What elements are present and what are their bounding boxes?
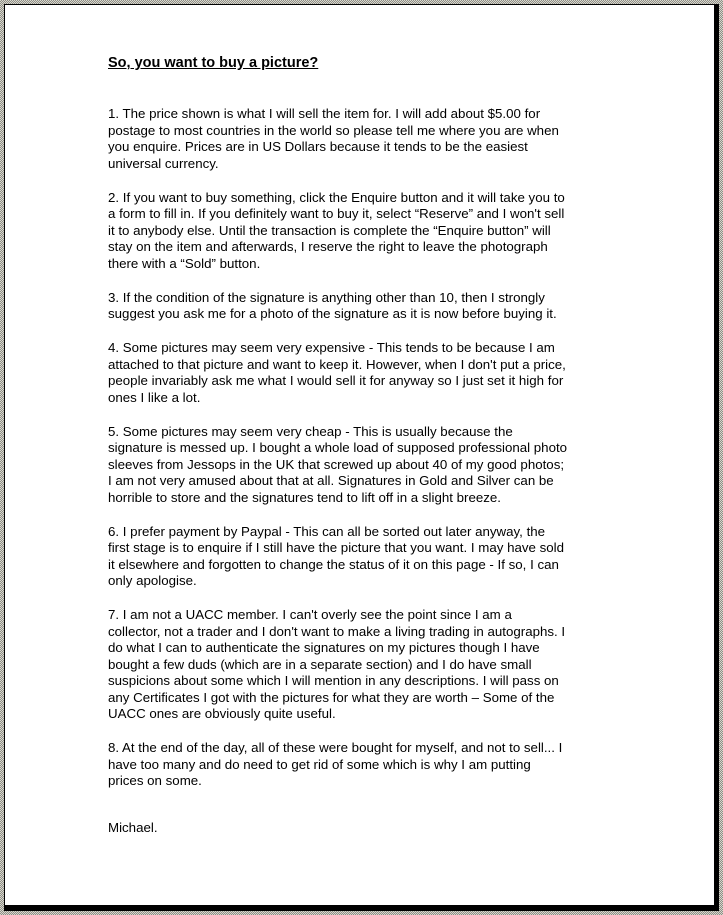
document-page <box>4 4 719 911</box>
signature: Michael. <box>108 819 158 835</box>
paragraph-2-enquire-reserve: 2. If you want to buy something, click the Enquire button and it will take you to a form to fill in. If you definitely want to buy it, select “Reserve” and I won't sell it to anybody else. Until the transaction is complete the “Enquire button” will stay on the item and afterwards, I reserve the right to leave the photograph there with a “Sold” button. <box>108 189 565 271</box>
paragraph-5-cheap-pictures: 5. Some pictures may seem very cheap - This is usually because the signature is messed up. I bought a whole load of supposed professional photo sleeves from Jessops in the UK that screwed up about 40 of my good photos; I am not very amused about that at all. Signatures in Gold and Silver can be horrible to store and the signatures tend to lift off in a slight breeze. <box>108 423 568 505</box>
page-title: So, you want to buy a picture? <box>108 55 319 71</box>
paragraph-8-bought-for-myself: 8. At the end of the day, all of these were bought for myself, and not to sell... I have too many and do need to get rid of some which is why I am putting prices on some. <box>108 740 563 788</box>
paragraph-1-price: 1. The price shown is what I will sell the item for. I will add about $5.00 for postage to most countries in the world so please tell me where you are when you enquire. Prices are in US Dollars because it tends to be the easiest universal currency. <box>108 106 559 171</box>
paragraph-3-signature-condition: 3. If the condition of the signature is anything other than 10, then I strongly suggest you ask me for a photo of the signature as it is now before buying it. <box>108 289 557 321</box>
paragraph-6-paypal: 6. I prefer payment by Paypal - This can all be sorted out later anyway, the first stage is to enquire if I still have the picture that you want. I may have sold it elsewhere and forgotten to change the status of it on this page - If so, I can only apologise. <box>108 523 565 588</box>
paragraph-4-expensive-pictures: 4. Some pictures may seem very expensive - This tends to be because I am attached to that picture and want to keep it. However, when I don't put a price, people invariably ask me what I would sell it for anyway so I just set it high for ones I like a lot. <box>108 340 566 405</box>
paragraph-7-uacc: 7. I am not a UACC member. I can't overly see the point since I am a collector, not a trader and I don't want to make a living trading in autographs. I do what I can to authenticate the signatures on my pictures though I have bought a few duds (which are in a separate section) and I do have small suspicions about some which I will mention in any descriptions. I will pass on any Certificates I got with the pictures for what they are worth – Some of the UACC ones are obviously quite useful. <box>108 607 566 721</box>
